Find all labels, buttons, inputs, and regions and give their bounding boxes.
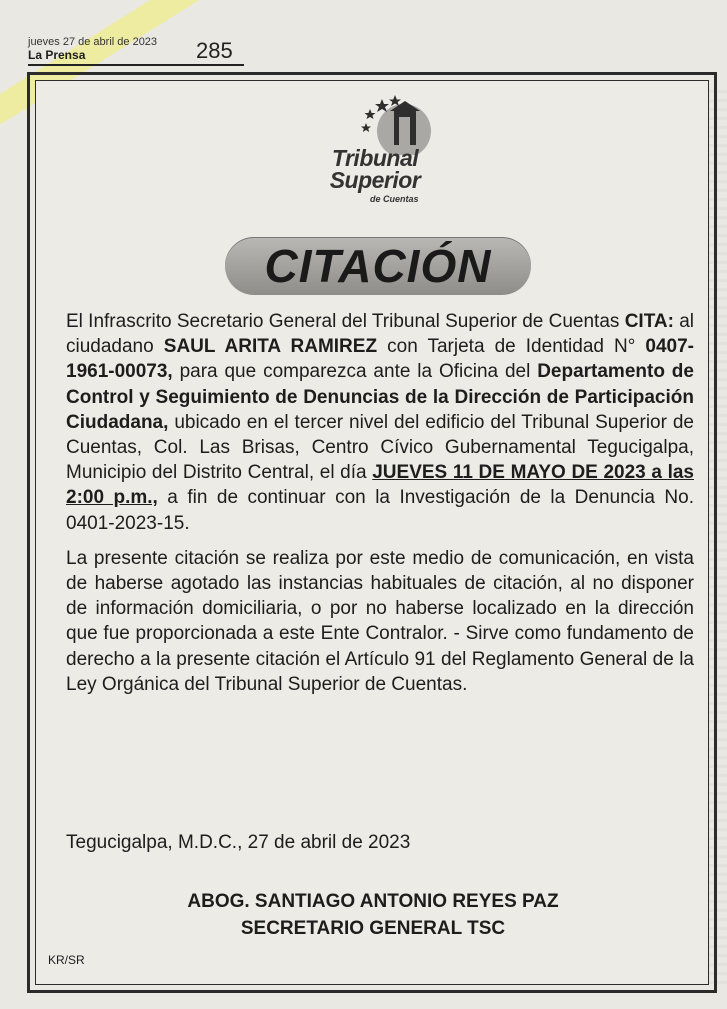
p1-text-c: al ciudadano <box>66 311 695 358</box>
appointment-date: JUEVES 11 DE MAYO DE 2023 a las 2:00 p.m., <box>66 462 694 509</box>
logo-line-1: Tribunal <box>331 145 419 171</box>
page-number: 285 <box>196 38 233 63</box>
p1-text-k: a fin de continuar con la Investigación de la Denuncia No. 0401-2023-15. <box>66 487 694 534</box>
logo-line-3: de Cuentas <box>370 194 419 204</box>
signatory-name: ABOG. SANTIAGO ANTONIO REYES PAZ <box>187 891 559 912</box>
department-name: Departamento de Control y Seguimiento de Denuncias de la Dirección de Participación Ciudadana, <box>66 361 694 433</box>
newspaper-name: La Prensa <box>28 48 86 62</box>
header-date: jueves 27 de abril de 2023 <box>28 36 158 48</box>
tsc-logo <box>300 95 450 210</box>
reference-initials: KR/SR <box>48 953 85 967</box>
citizen-name: SAUL ARITA RAMIREZ <box>163 336 378 358</box>
p1-text-e: con Tarjeta de Identidad N° <box>377 336 646 358</box>
paragraph-2: La presente citación se realiza por este medio de comunicación, en vista de haberse agotado las instancias habituales de citación, al no disponer de información domiciliaria, o por no haberse localizado en la dirección que fue proporcionada a este Ente Contralor. - Sirve como fundamento de derecho a la presente citación el Artículo 91 del Reglamento General de la Ley Orgánica del Tribunal Superior de Cuentas. <box>66 547 694 695</box>
p1-text-a: El Infrascrito Secretario General del Tribunal Superior de Cuentas <box>66 311 625 332</box>
signatory-role: SECRETARIO GENERAL TSC <box>240 918 506 939</box>
header-rule <box>28 64 244 66</box>
p1-text-i: ubicado en el tercer nivel del edificio del Tribunal Superior de Cuentas, Col. Las Brisas, Centro Cívico Gubernamental Tegucigalpa, Municipio del Distrito Central, el día <box>66 411 694 484</box>
notice-title: CITACIÓN <box>264 240 492 292</box>
p1-text-g: para que comparezca ante la Oficina del <box>172 361 538 383</box>
page-header <box>28 36 157 62</box>
p1-cita: CITA: <box>624 311 674 332</box>
issue-date-line: Tegucigalpa, M.D.C., 27 de abril de 2023 <box>66 832 411 853</box>
id-number: 0407-1961-00073, <box>66 336 695 383</box>
notice-body <box>66 309 694 697</box>
logo-line-2: Superior <box>329 167 421 193</box>
paragraph-1 <box>66 309 694 536</box>
